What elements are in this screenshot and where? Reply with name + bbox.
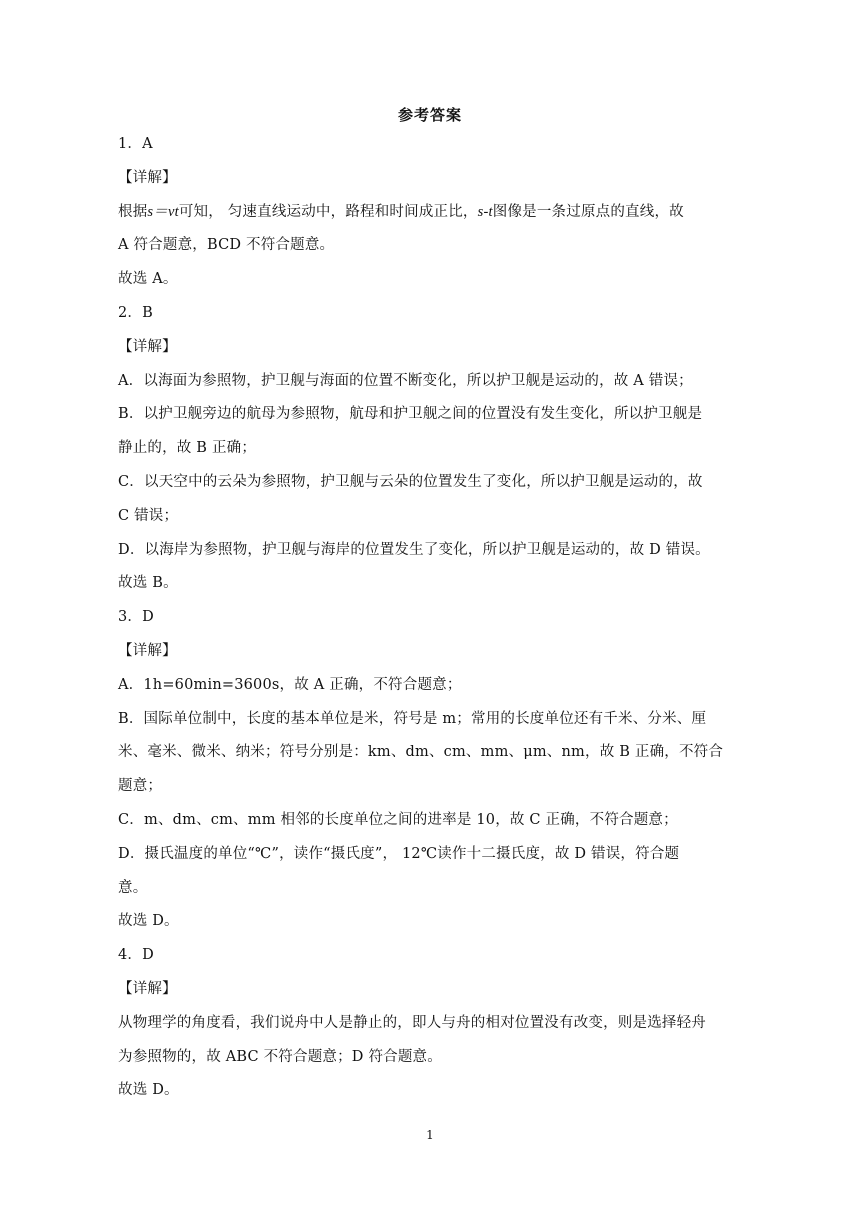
q3-line-2: B．国际单位制中，长度的基本单位是米，符号是 m；常用的长度单位还有千米、分米、厘 bbox=[118, 710, 707, 727]
q4-conclusion: 故选 D。 bbox=[118, 1082, 179, 1099]
q2-line-1: A．以海面为参照物，护卫舰与海面的位置不断变化，所以护卫舰是运动的，故 A 错误； bbox=[118, 372, 693, 389]
q3-conclusion: 故选 D。 bbox=[118, 913, 179, 930]
q4-line-1: 从物理学的角度看，我们说舟中人是静止的，即人与舟的相对位置没有改变，则是选择轻舟 bbox=[118, 1014, 706, 1031]
q3-line-6: D．摄氏温度的单位“℃”，读作“摄氏度”， 12℃读作十二摄氏度，故 D 错误，符合题 bbox=[118, 845, 680, 862]
q1-line-2: A 符合题意，BCD 不符合题意。 bbox=[118, 237, 335, 254]
q3-line-3: 米、毫米、微米、纳米；符号分别是：km、dm、cm、mm、μm、nm，故 B 正确，不符合 bbox=[118, 744, 724, 761]
q2-line-4: C．以天空中的云朵为参照物，护卫舰与云朵的位置发生了变化，所以护卫舰是运动的，故 bbox=[118, 473, 703, 490]
q2-line-5: C 错误； bbox=[118, 507, 179, 524]
answer-content bbox=[118, 128, 738, 1108]
q1-st-symbol: s-t bbox=[477, 203, 493, 220]
q4-number: 4．D bbox=[118, 947, 154, 964]
q3-line-5: C．m、dm、cm、mm 相邻的长度单位之间的进率是 10，故 C 正确，不符合题意； bbox=[118, 811, 678, 828]
q1-label: 【详解】 bbox=[118, 169, 177, 186]
q2-line-2: B．以护卫舰旁边的航母为参照物，航母和护卫舰之间的位置没有发生变化，所以护卫舰是 bbox=[118, 406, 703, 423]
q1-line-1-c: 图像是一条过原点的直线，故 bbox=[492, 203, 684, 220]
q3-number: 3．D bbox=[118, 609, 154, 626]
q4-line-2: 为参照物的，故 ABC 不符合题意；D 符合题意。 bbox=[118, 1048, 442, 1065]
q1-number: 1．A bbox=[118, 136, 153, 152]
q3-line-4: 题意； bbox=[118, 778, 163, 795]
q2-conclusion: 故选 B。 bbox=[118, 575, 178, 592]
page-title: 参考答案 bbox=[397, 106, 462, 124]
q3-label: 【详解】 bbox=[118, 642, 177, 659]
q1-line-1 bbox=[118, 196, 738, 230]
q2-number: 2．B bbox=[118, 304, 153, 321]
q2-line-3: 静止的，故 B 正确； bbox=[118, 440, 257, 457]
q1-line-1-b: 可知， 匀速直线运动中，路程和时间成正比， bbox=[178, 203, 478, 220]
q3-line-1: A．1h=60min=3600s，故 A 正确，不符合题意； bbox=[118, 676, 462, 693]
q1-formula: s＝vt bbox=[147, 203, 179, 220]
page-number: 1 bbox=[426, 1128, 434, 1142]
q1-conclusion: 故选 A。 bbox=[118, 271, 178, 288]
q2-line-6: D．以海岸为参照物，护卫舰与海岸的位置发生了变化，所以护卫舰是运动的，故 D 错误。 bbox=[118, 541, 710, 558]
q3-line-7: 意。 bbox=[118, 879, 148, 896]
q1-line-1-a: 根据 bbox=[118, 203, 148, 220]
q4-label: 【详解】 bbox=[118, 980, 177, 997]
q2-label: 【详解】 bbox=[118, 338, 177, 355]
